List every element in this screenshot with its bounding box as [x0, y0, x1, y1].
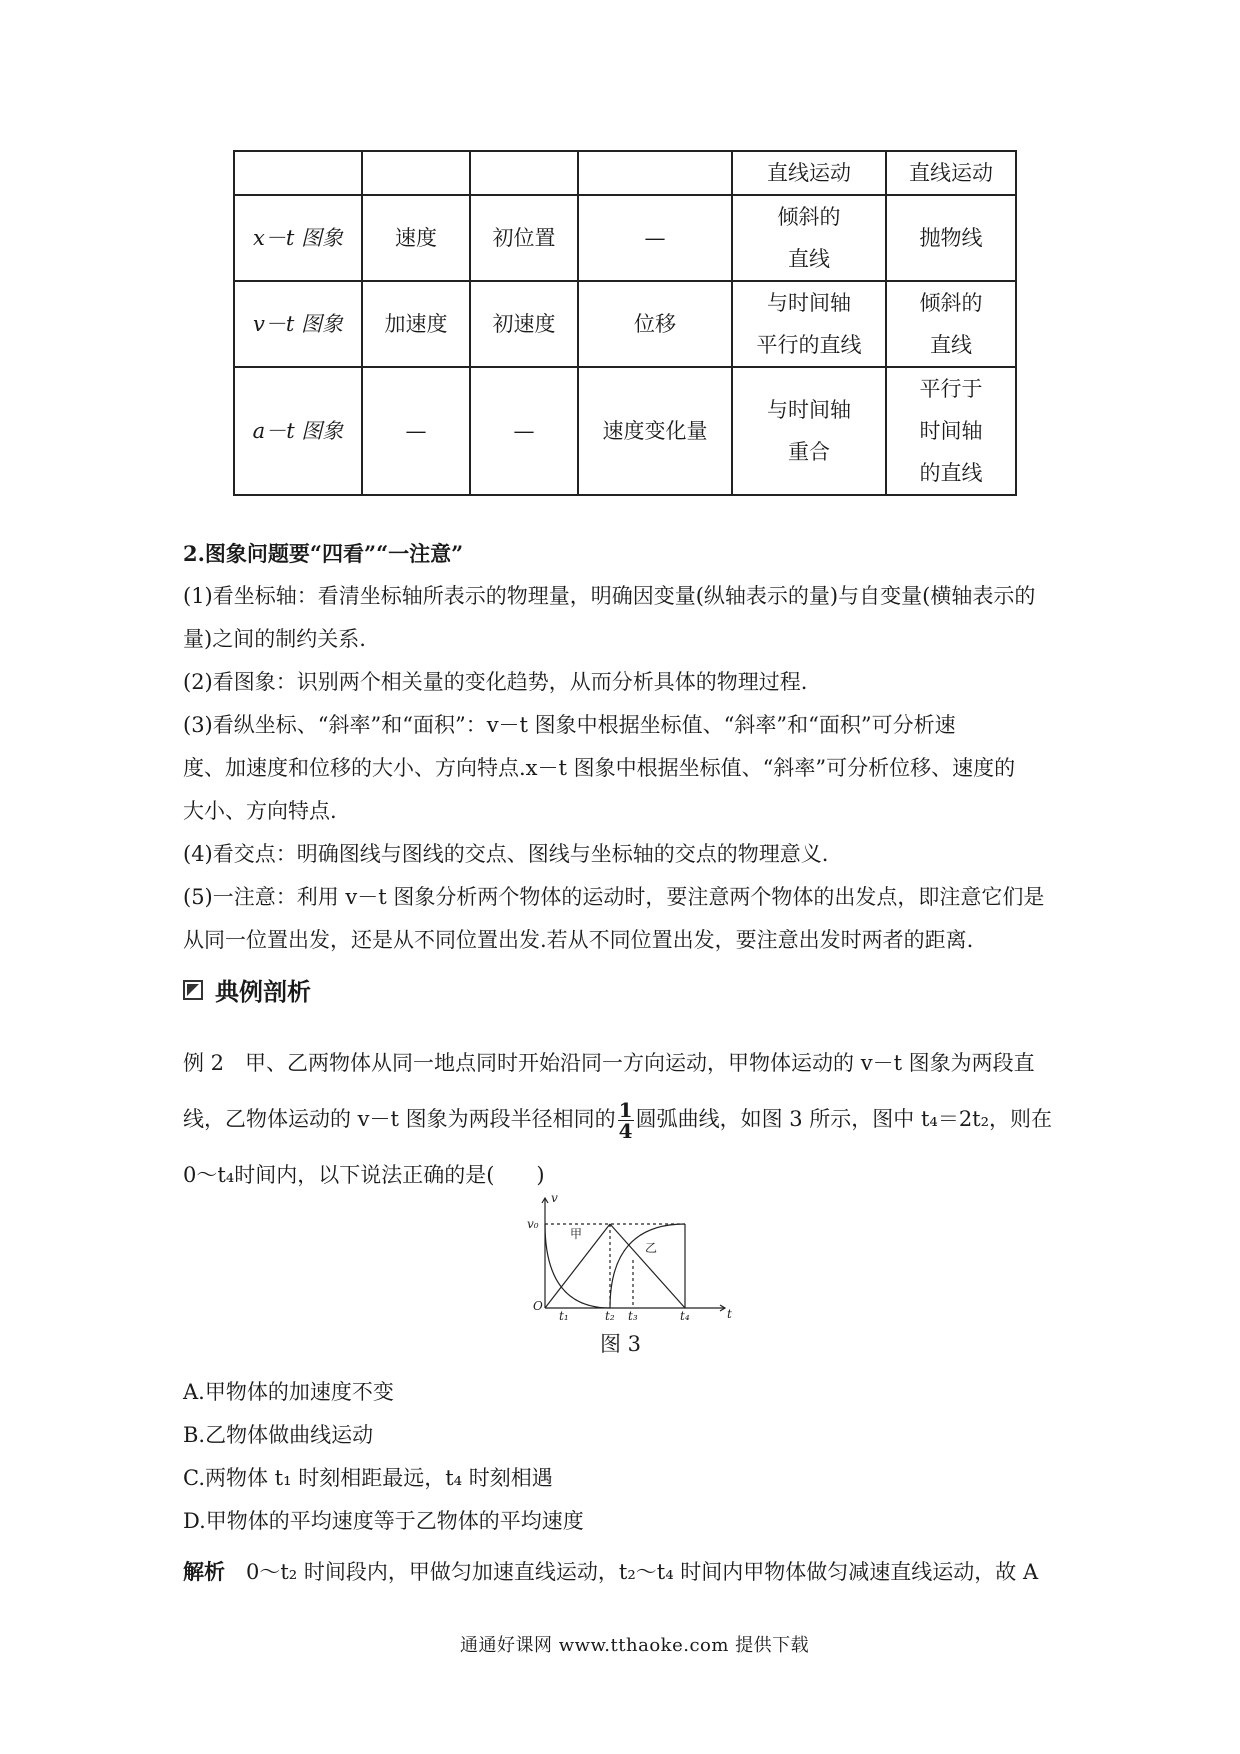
- table-cell: [362, 151, 470, 195]
- table-cell-text: 直线运动: [767, 161, 851, 185]
- table-cell: [362, 195, 470, 281]
- table-cell-text: 直线运动: [909, 161, 993, 185]
- table-cell: [732, 195, 886, 281]
- table-cell-text: —: [644, 226, 666, 250]
- t2-label: t₂: [605, 1309, 615, 1320]
- section-2-line: (2)看图象：识别两个相关量的变化趋势，从而分析具体的物理过程.: [183, 670, 808, 694]
- table-cell-text: 速度: [395, 226, 437, 250]
- table-row: [234, 367, 1016, 495]
- example-2: [183, 1035, 1063, 1203]
- option-b: B.乙物体做曲线运动: [183, 1423, 374, 1447]
- table-cell-text: v－t 图象: [253, 312, 343, 336]
- table-cell: [234, 281, 362, 367]
- example-text: 线，乙物体运动的 v－t 图象为两段半径相同的: [183, 1107, 616, 1131]
- figure-caption: 图 3: [600, 1332, 642, 1356]
- table-cell: [470, 151, 578, 195]
- table-cell-text: 抛物线: [919, 226, 983, 250]
- table-cell-text: 平行的直线: [756, 333, 862, 357]
- table-cell-text: 倾斜的: [919, 291, 983, 315]
- section-2: [183, 532, 1063, 962]
- section-2-line: 大小、方向特点.: [183, 799, 337, 823]
- table-cell: [578, 281, 732, 367]
- table-cell-text: x－t 图象: [253, 226, 343, 250]
- section-2-heading: 2.图象问题要“四看”“一注意”: [183, 541, 464, 566]
- table-cell-text: 倾斜的: [777, 205, 841, 229]
- example-line: [183, 1091, 1063, 1147]
- vt-graph-figure: [515, 1190, 735, 1320]
- t1-label: t₁: [559, 1309, 569, 1320]
- section-2-line: 从同一位置出发，还是从不同位置出发.若从不同位置出发，要注意出发时两者的距离.: [183, 928, 974, 952]
- table-cell-text: 位移: [634, 312, 676, 336]
- table-cell: [886, 151, 1016, 195]
- table-cell-text: 速度变化量: [602, 419, 708, 443]
- table-cell: [578, 195, 732, 281]
- x-axis-label: t: [727, 1307, 732, 1320]
- table-cell-text: a－t 图象: [252, 419, 344, 443]
- table-cell: [732, 151, 886, 195]
- graph-comparison-table: [233, 150, 1017, 496]
- table-cell: [732, 281, 886, 367]
- footer-watermark: 通通好课网 www.tthaoke.com 提供下载: [460, 1635, 810, 1656]
- table-cell-text: 初速度: [492, 312, 556, 336]
- yi-label: 乙: [645, 1241, 658, 1255]
- table-cell-text: 直线: [788, 247, 830, 271]
- section-2-line: (3)看纵坐标、“斜率”和“面积”：v－t 图象中根据坐标值、“斜率”和“面积”可分析速: [183, 713, 956, 737]
- table-cell: [470, 195, 578, 281]
- section-2-line: 量)之间的制约关系.: [183, 627, 366, 651]
- example-text: 圆弧曲线，如图 3 所示，图中 t₄＝2t₂，则在: [635, 1107, 1053, 1131]
- table-cell: [732, 367, 886, 495]
- example-line: 例 2 甲、乙两物体从同一地点同时开始沿同一方向运动，甲物体运动的 v－t 图象为两段直: [183, 1051, 1035, 1075]
- table-cell-text: —: [513, 419, 535, 443]
- table-cell-text: 时间轴: [919, 419, 983, 443]
- table-cell-text: 直线: [930, 333, 972, 357]
- option-d: D.甲物体的平均速度等于乙物体的平均速度: [183, 1509, 584, 1533]
- table-row: [234, 195, 1016, 281]
- analysis-label: 解析: [183, 1559, 225, 1584]
- table-cell-text: 初位置: [492, 226, 556, 250]
- analysis-text: 0～t₂ 时间段内，甲做匀加速直线运动，t₂～t₄ 时间内甲物体做匀减速直线运动，故 A: [225, 1560, 1039, 1584]
- table-cell-text: 平行于: [919, 377, 983, 401]
- table-cell: [886, 367, 1016, 495]
- table-cell-text: 重合: [788, 440, 830, 464]
- fraction-denominator: 4: [618, 1119, 633, 1143]
- fraction-one-quarter: [618, 1100, 634, 1141]
- jia-label: 甲: [570, 1227, 583, 1241]
- table-cell: [234, 367, 362, 495]
- table-cell-text: 的直线: [919, 461, 983, 485]
- jia-falling-line: [610, 1224, 685, 1308]
- table-cell: [362, 367, 470, 495]
- origin-label: O: [533, 1299, 543, 1313]
- table-cell: [362, 281, 470, 367]
- option-c: C.两物体 t₁ 时刻相距最远，t₄ 时刻相遇: [183, 1466, 553, 1490]
- t4-label: t₄: [680, 1309, 690, 1320]
- table-cell: [886, 281, 1016, 367]
- table-cell: [234, 195, 362, 281]
- v0-label: v₀: [527, 1217, 539, 1231]
- answer-options: [183, 1371, 1063, 1543]
- table-cell: [234, 151, 362, 195]
- section-title: [183, 972, 311, 1007]
- section-title-text: 典例剖析: [215, 977, 311, 1006]
- table-cell: [470, 367, 578, 495]
- table-row: [234, 281, 1016, 367]
- table-cell-text: 与时间轴: [767, 291, 851, 315]
- table-cell: [578, 367, 732, 495]
- table-cell: [470, 281, 578, 367]
- fraction-numerator: 1: [618, 1098, 633, 1122]
- table-cell: [578, 151, 732, 195]
- example-line: 0～t₄时间内，以下说法正确的是( ): [183, 1163, 545, 1187]
- section-marker-icon: [183, 980, 203, 1000]
- table-cell-text: —: [405, 419, 427, 443]
- table-cell: [886, 195, 1016, 281]
- analysis: [183, 1550, 1063, 1594]
- section-2-line: (1)看坐标轴：看清坐标轴所表示的物理量，明确因变量(纵轴表示的量)与自变量(横轴表示的: [183, 584, 1036, 608]
- table-cell-text: 与时间轴: [767, 398, 851, 422]
- section-2-line: 度、加速度和位移的大小、方向特点.x－t 图象中根据坐标值、“斜率”可分析位移、速度的: [183, 756, 1016, 780]
- y-axis-label: v: [551, 1191, 558, 1205]
- option-a: A.甲物体的加速度不变: [183, 1380, 394, 1404]
- table-cell-text: 加速度: [384, 312, 448, 336]
- t3-label: t₃: [628, 1309, 638, 1320]
- section-2-line: (5)一注意：利用 v－t 图象分析两个物体的运动时，要注意两个物体的出发点，即注意它们是: [183, 885, 1045, 909]
- table-row: [234, 151, 1016, 195]
- section-2-line: (4)看交点：明确图线与图线的交点、图线与坐标轴的交点的物理意义.: [183, 842, 829, 866]
